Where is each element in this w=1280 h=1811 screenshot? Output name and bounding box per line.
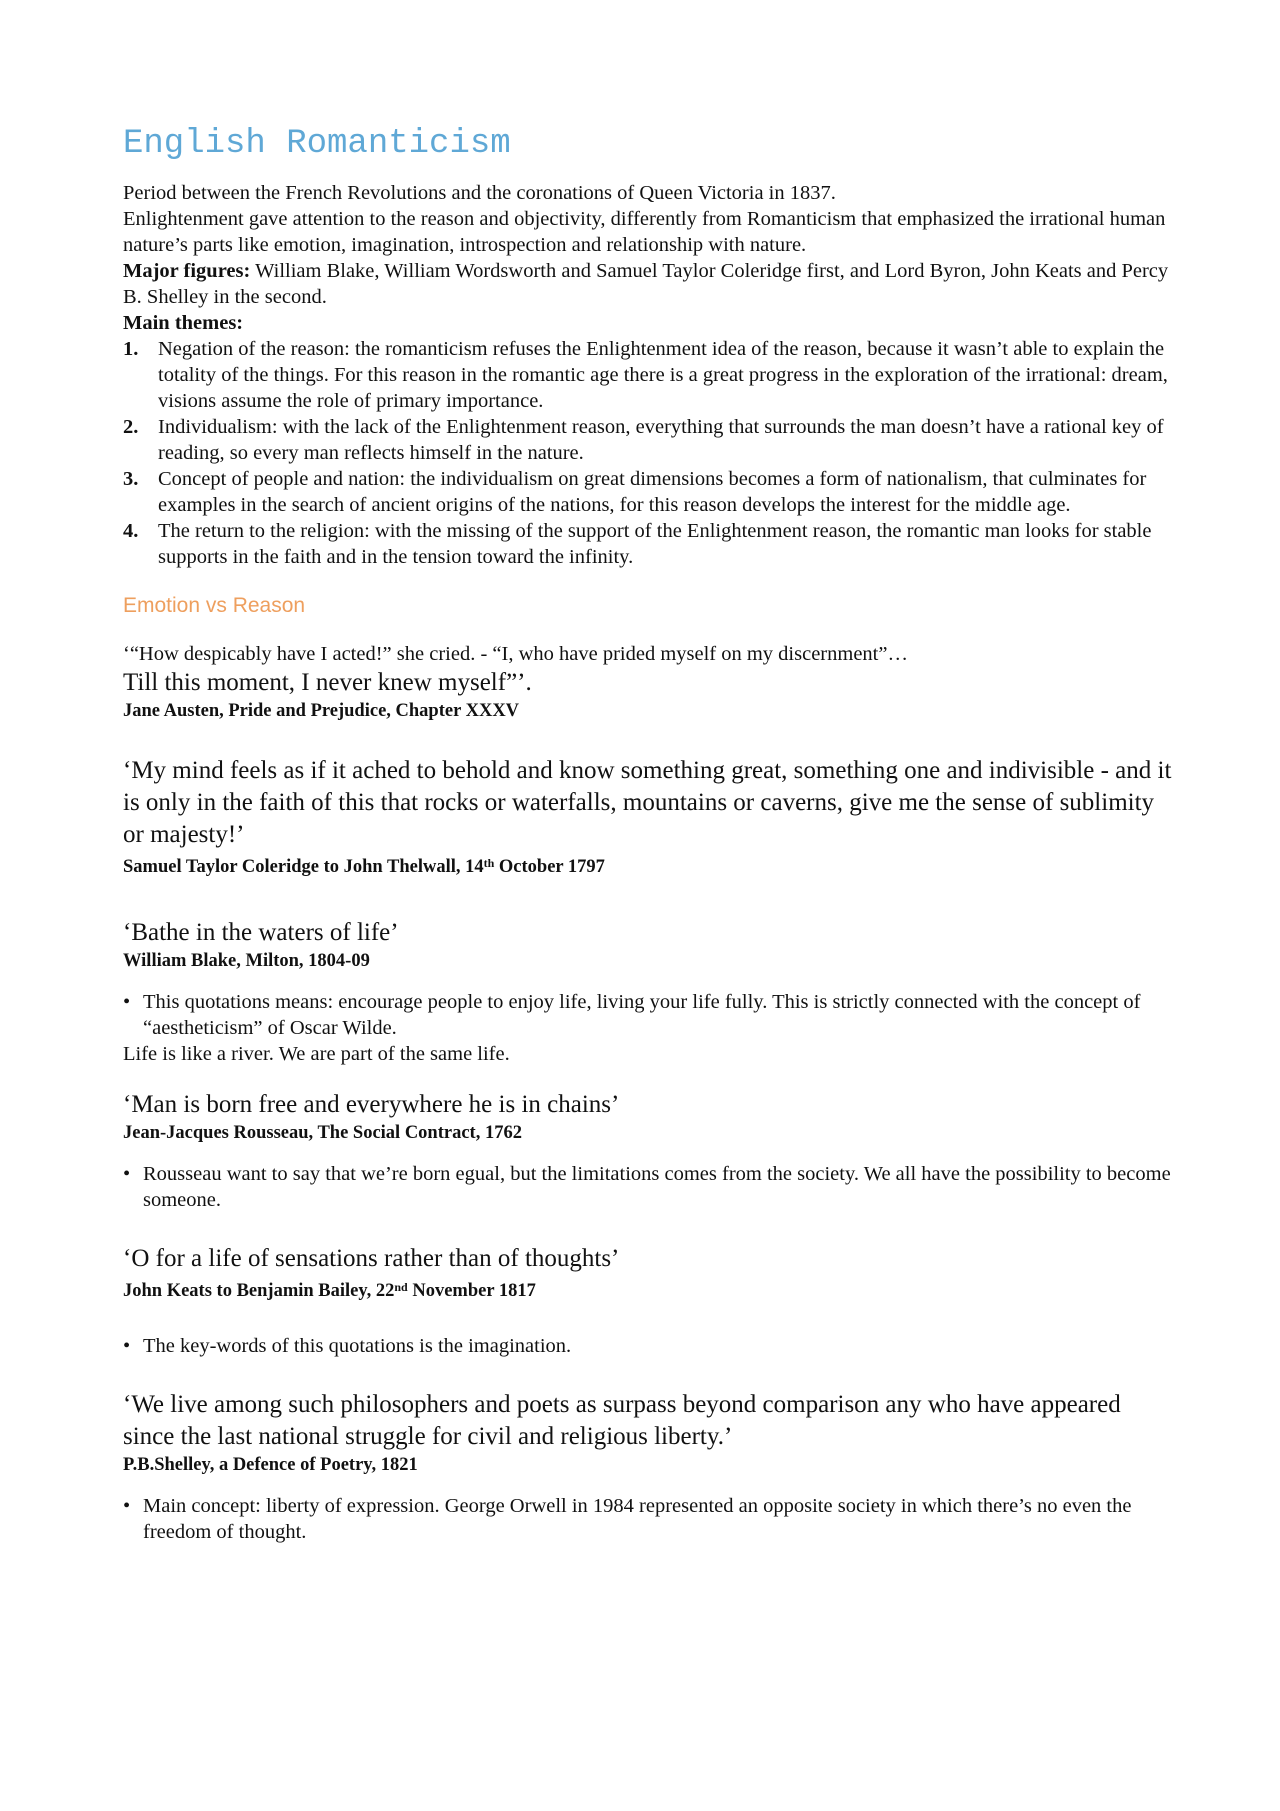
list-item <box>123 414 1173 466</box>
list-item <box>123 1333 1173 1359</box>
major-figures <box>123 258 1173 310</box>
blake-attribution: William Blake, Milton, 1804-09 <box>123 951 370 971</box>
list-number: 1. <box>123 338 139 360</box>
coleridge-attribution <box>123 851 1173 879</box>
blake-bullets <box>123 989 1173 1041</box>
coleridge-attr-sup: th <box>483 856 495 870</box>
shelley-quote: ‘We live among such philosophers and poets as surpass beyond comparison any who have appeared since the last national struggle for civil and religious liberty.’ <box>123 1391 1121 1450</box>
shelley-attribution: P.B.Shelley, a Defence of Poetry, 1821 <box>123 1455 418 1475</box>
coleridge-attr-part-1: Samuel Taylor Coleridge to John Thelwall, 14 <box>123 857 484 877</box>
main-themes-label: Main themes: <box>123 312 244 334</box>
austen-quote-line-1: ‘“How despicably have I acted!” she cried. - “I, who have prided myself on my discernment”… <box>123 643 908 665</box>
keats-attr-sup: nd <box>394 1280 408 1294</box>
rousseau-quote: ‘Man is born free and everywhere he is in chains’ <box>123 1091 620 1118</box>
list-number: 2. <box>123 416 139 438</box>
list-item <box>123 989 1173 1041</box>
austen-attribution: Jane Austen, Pride and Prejudice, Chapter XXXV <box>123 701 520 721</box>
shelley-bullets <box>123 1493 1173 1545</box>
themes-list <box>123 336 1173 570</box>
rousseau-attribution: Jean-Jacques Rousseau, The Social Contract, 1762 <box>123 1123 522 1143</box>
intro-line-2: Enlightenment gave attention to the reason and objectivity, differently from Romanticism that emphasized the irrational human nature’s parts like emotion, imagination, introspection and relationship with nature. <box>123 208 1166 256</box>
list-text: Individualism: with the lack of the Enlightenment reason, everything that surrounds the man doesn’t have a rational key of reading, so every man reflects himself in the nature. <box>158 416 1164 464</box>
keats-attr-part-1: John Keats to Benjamin Bailey, 22 <box>123 1281 395 1301</box>
list-number: 4. <box>123 520 139 542</box>
major-figures-label: Major figures: <box>123 260 251 282</box>
austen-quote-line-2: Till this moment, I never knew myself”’. <box>123 669 532 696</box>
bullet-glyph: • <box>123 1495 131 1517</box>
major-figures-text: William Blake, William Wordsworth and Samuel Taylor Coleridge first, and Lord Byron, John Keats and Percy B. Shelley in the second. <box>123 260 1169 308</box>
page-title: English Romanticism <box>123 125 511 163</box>
coleridge-attr-part-2: October 1797 <box>494 857 605 877</box>
list-item <box>123 1493 1173 1545</box>
bullet-text: This quotations means: encourage people to enjoy life, living your life fully. This is strictly connected with the concept of “aestheticism” of Oscar Wilde. <box>143 991 1141 1039</box>
blake-quote: ‘Bathe in the waters of life’ <box>123 919 399 946</box>
keats-attr-part-2: November 1817 <box>407 1281 536 1301</box>
coleridge-quote: ‘My mind feels as if it ached to behold and know something great, something one and indivisible - and it is only in the faith of this that rocks or waterfalls, mountains or caverns, give me the sense of sublimity or majesty!’ <box>123 757 1172 848</box>
document-content <box>123 118 1173 1545</box>
bullet-text: Rousseau want to say that we’re born egual, but the limitations comes from the society. We all have the possibility to become someone. <box>143 1163 1171 1211</box>
list-item <box>123 1161 1173 1213</box>
blake-note: Life is like a river. We are part of the same life. <box>123 1043 510 1065</box>
list-text: Negation of the reason: the romanticism refuses the Enlightenment idea of the reason, because it wasn’t able to explain the totality of the things. For this reason in the romantic age there is a great progress in the exploration of the irrational: dream, visions assume the role of primary importance. <box>158 338 1168 412</box>
list-text: The return to the religion: with the missing of the support of the Enlightenment reason, the romantic man looks for stable supports in the faith and in the tension toward the infinity. <box>158 520 1152 568</box>
intro-line-1: Period between the French Revolutions and the coronations of Queen Victoria in 1837. <box>123 182 836 204</box>
list-item <box>123 518 1173 570</box>
keats-bullets <box>123 1333 1173 1359</box>
list-number: 3. <box>123 468 139 490</box>
bullet-glyph: • <box>123 1335 131 1357</box>
section-heading: Emotion vs Reason <box>123 594 306 617</box>
bullet-text: Main concept: liberty of expression. George Orwell in 1984 represented an opposite society in which there’s no even the freedom of thought. <box>143 1495 1132 1543</box>
rousseau-bullets <box>123 1161 1173 1213</box>
list-text: Concept of people and nation: the individualism on great dimensions becomes a form of nationalism, that culminates for examples in the search of ancient origins of the nations, for this reason develops the interest for the middle age. <box>158 468 1147 516</box>
keats-attribution <box>123 1275 1173 1303</box>
bullet-text: The key-words of this quotations is the imagination. <box>143 1335 572 1357</box>
bullet-glyph: • <box>123 1163 131 1185</box>
list-item <box>123 466 1173 518</box>
bullet-glyph: • <box>123 991 131 1013</box>
keats-quote: ‘O for a life of sensations rather than of thoughts’ <box>123 1245 620 1272</box>
list-item <box>123 336 1173 414</box>
